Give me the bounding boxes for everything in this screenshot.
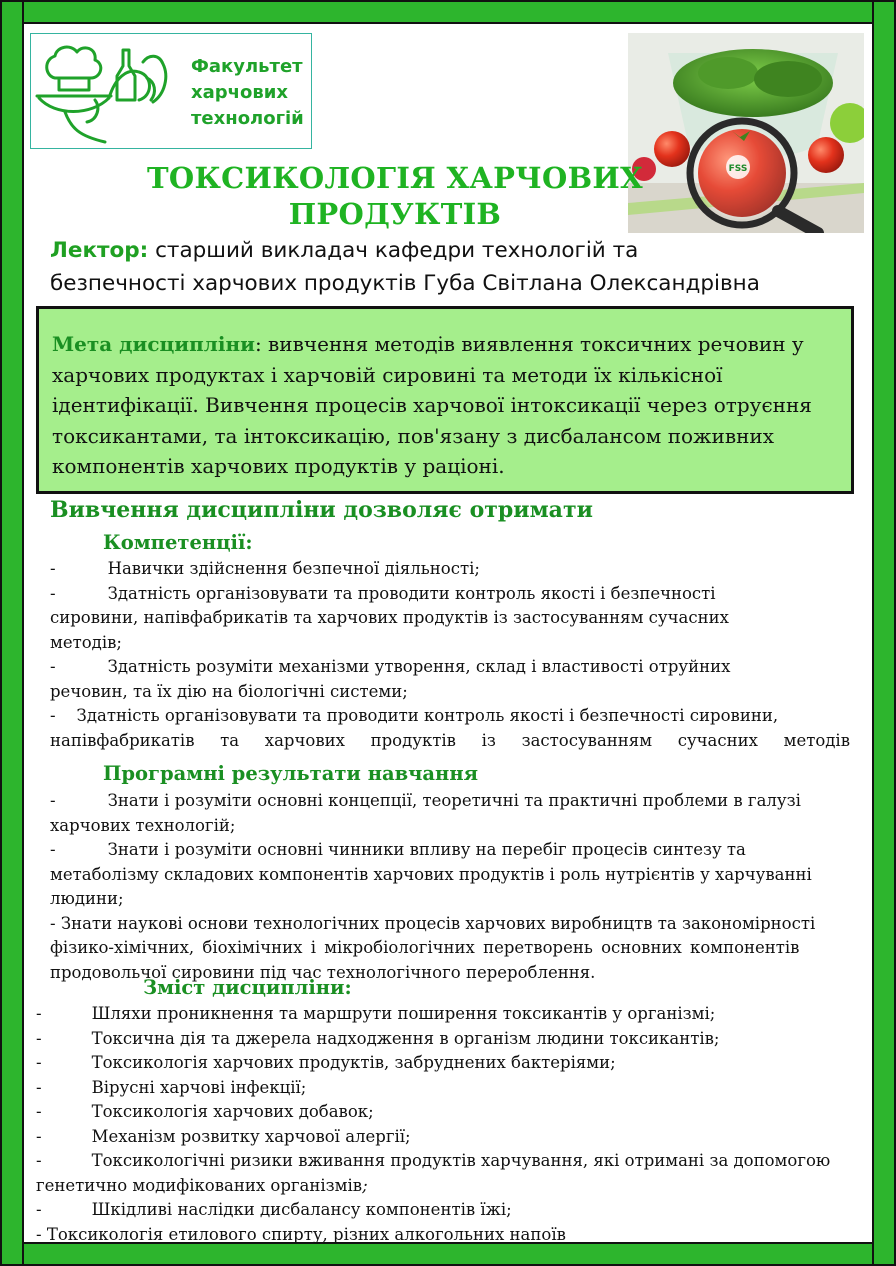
chef-hat-food-logo-icon — [35, 38, 185, 146]
content-item-4: Вірусні харчові інфекції; — [91, 1077, 307, 1097]
result-1-line1: Знати і розуміти основні концепції, теоретичні та практичні проблеми в галузі — [107, 791, 801, 810]
competencies-heading: Компетенції: — [103, 531, 253, 554]
list-item: - Токсикологічні ризики вживання продуктів харчування, які отримані за допомогою — [36, 1151, 831, 1170]
result-3-line3: продовольчої сировини під час технологічного перероблення. — [50, 962, 596, 982]
content-item-2: Токсична дія та джерела надходження в організм людини токсикантів; — [91, 1028, 720, 1048]
course-title-line2: ПРОДУКТІВ — [288, 197, 502, 231]
content-item-1: Шляхи проникнення та маршрути поширення токсикантів у організмі; — [91, 1004, 716, 1023]
goal-label: Мета дисципліни — [52, 332, 255, 356]
frame-left — [0, 0, 24, 1266]
results-heading: Програмні результати навчання — [103, 762, 479, 785]
vegetables-photo-icon — [628, 33, 864, 233]
content-item-7-text: генетично модифікованих організмів — [36, 1175, 363, 1195]
result-3-line1: - Знати наукові основи технологічних процесів харчових виробництв та закономірності — [50, 913, 816, 933]
competency-4-line2: напівфабрикатів та харчових продуктів із застосуванням сучасних методів — [50, 730, 850, 750]
content-item-5: Токсикологія харчових добавок; — [91, 1102, 374, 1121]
lecturer-line1: старший викладач кафедри технологій та — [148, 238, 639, 263]
list-item: - Знати і розуміти основні концепції, теоретичні та практичні проблеми в галузі — [50, 791, 801, 810]
competency-2-line2: сировини, напівфабрикатів та харчових продуктів із застосуванням сучасних — [50, 608, 729, 627]
result-2-line1: Знати і розуміти основні чинники впливу на перебіг процесів синтезу та — [107, 840, 746, 859]
competency-3-line2: речовин, та їх дію на біологічні системи; — [50, 681, 408, 701]
lecturer-label: Лектор: — [50, 238, 149, 263]
competencies-list — [50, 557, 850, 753]
competency-4-line1: - Здатність організовувати та проводити контроль якості і безпечності сировини, — [50, 706, 779, 725]
list-item: - Шкідливі наслідки дисбалансу компонентів їжі; — [36, 1200, 512, 1219]
list-item: - Токсична дія та джерела надходження в організм людини токсикантів; — [36, 1028, 720, 1048]
results-list — [50, 789, 850, 985]
content-item-6: Механізм розвитку харчової алергії; — [91, 1126, 411, 1146]
study-heading: Вивчення дисципліни дозволяє отримати — [50, 497, 593, 523]
content-item-7-line1: Токсикологічні ризики вживання продуктів харчування, які отримані за допомогою — [91, 1151, 831, 1170]
faculty-name-line1: Факультет — [191, 56, 303, 77]
content-list — [36, 1002, 856, 1247]
content-item-9: - Токсикологія етилового спирту, різних алкогольних напоїв — [36, 1224, 566, 1244]
competency-3-line1: Здатність розуміти механізми утворення, склад і властивості отруйних — [107, 657, 731, 676]
svg-text:FSS: FSS — [728, 164, 748, 174]
list-item: - Навички здійснення безпечної діяльності; — [50, 559, 480, 578]
course-title — [130, 160, 660, 232]
frame-top — [0, 0, 896, 24]
list-item: - Токсикологія харчових добавок; — [36, 1102, 374, 1121]
result-2-line2: метаболізму складових компонентів харчових продуктів і роль нутрієнтів у харчуванні — [50, 864, 812, 884]
goal-text: : вивчення методів виявлення токсичних речовин у харчових продуктах і харчовій сировині та методи їх кількісної ідентифікації. Вивчення процесів харчової інтоксикації через отруєння токсикантами, та інтоксикацію, пов'язану з дисбалансом поживних компонентів харчових продуктів у раціоні. — [52, 332, 812, 478]
competency-2-line1: Здатність організовувати та проводити контроль якості і безпечності — [107, 583, 716, 603]
course-title-line1: ТОКСИКОЛОГІЯ ХАРЧОВИХ — [147, 161, 643, 195]
faculty-name — [191, 54, 304, 132]
list-item: - Шляхи проникнення та маршрути поширення токсикантів у організмі; — [36, 1004, 716, 1023]
content-heading: Зміст дисципліни: — [143, 976, 352, 999]
competency-2-line3: методів; — [50, 632, 122, 652]
content-item-7-line2 — [36, 1174, 856, 1199]
list-item: - Здатність розуміти механізми утворення, склад і властивості отруйних — [50, 657, 731, 676]
competency-1: Навички здійснення безпечної діяльності; — [107, 559, 480, 578]
lecturer-line2: безпечності харчових продуктів Губа Світлана Олександрівна — [50, 271, 760, 296]
list-item: - Знати і розуміти основні чинники впливу на перебіг процесів синтезу та — [50, 840, 746, 859]
list-item: - Здатність організовувати та проводити контроль якості і безпечності — [50, 583, 716, 603]
lecturer-info — [50, 234, 850, 300]
content-item-3: Токсикологія харчових продуктів, забруднених бактеріями; — [91, 1053, 616, 1072]
result-1-line2: харчових технологій; — [50, 815, 236, 835]
frame-right — [872, 0, 896, 1266]
vegetables-magnifier-fss-photo — [628, 33, 864, 233]
list-item: - Вірусні харчові інфекції; — [36, 1077, 307, 1097]
faculty-name-line2: харчових — [191, 82, 288, 103]
result-3-line2: фізико-хімічних, біохімічних і мікробіологічних перетворень основних компонентів — [50, 938, 800, 957]
content-item-8: Шкідливі наслідки дисбалансу компонентів їжі; — [91, 1200, 512, 1219]
faculty-name-line3: технологій — [191, 108, 304, 129]
course-goal-box — [36, 306, 854, 494]
list-item: - Токсикологія харчових продуктів, забруднених бактеріями; — [36, 1053, 616, 1072]
content-item-7-semicolon: ; — [362, 1175, 368, 1195]
list-item: - Механізм розвитку харчової алергії; — [36, 1126, 411, 1146]
faculty-logo — [30, 33, 312, 149]
result-2-line3: людини; — [50, 889, 124, 908]
